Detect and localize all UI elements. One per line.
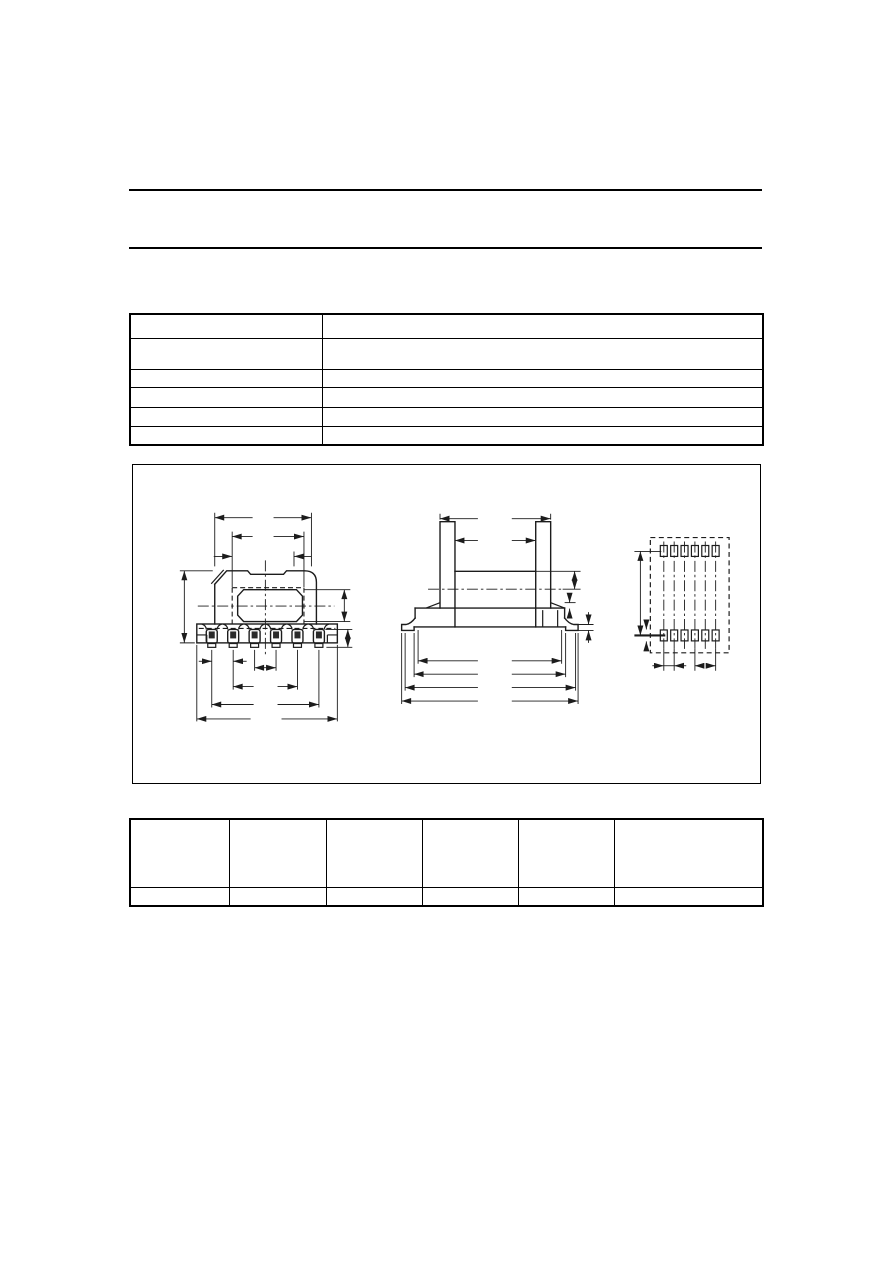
table-cell — [518, 887, 614, 906]
dim-table-row — [130, 819, 763, 887]
table-cell — [130, 819, 229, 887]
front-view — [180, 513, 352, 722]
spec-table-row — [130, 426, 763, 445]
footprint-view — [634, 538, 729, 671]
spec-table-row — [130, 387, 763, 407]
table-cell — [130, 369, 322, 387]
table-cell — [130, 887, 229, 906]
table-cell — [130, 338, 322, 369]
table-cell — [130, 426, 322, 445]
table-cell — [130, 407, 322, 426]
spec-table-row — [130, 314, 763, 338]
table-cell — [130, 387, 322, 407]
dim-table-row — [130, 887, 763, 906]
table-cell — [229, 887, 326, 906]
header-top-rule — [129, 189, 762, 191]
spec-table — [129, 313, 764, 446]
table-cell — [322, 338, 763, 369]
table-cell — [229, 819, 326, 887]
header-bottom-rule — [129, 247, 762, 249]
table-cell — [322, 426, 763, 445]
table-cell — [614, 887, 763, 906]
table-cell — [422, 819, 518, 887]
spec-table-row — [130, 407, 763, 426]
table-cell — [130, 314, 322, 338]
spec-table-row — [130, 369, 763, 387]
table-cell — [518, 819, 614, 887]
dimensions-table — [129, 818, 764, 907]
package-outline-figure — [132, 464, 761, 784]
table-cell — [322, 387, 763, 407]
spec-table-row — [130, 338, 763, 369]
table-cell — [326, 819, 422, 887]
package-outline-drawing — [133, 465, 760, 783]
table-cell — [322, 314, 763, 338]
table-cell — [322, 369, 763, 387]
side-view — [402, 514, 594, 704]
table-cell — [422, 887, 518, 906]
table-cell — [326, 887, 422, 906]
table-cell — [322, 407, 763, 426]
table-cell — [614, 819, 763, 887]
